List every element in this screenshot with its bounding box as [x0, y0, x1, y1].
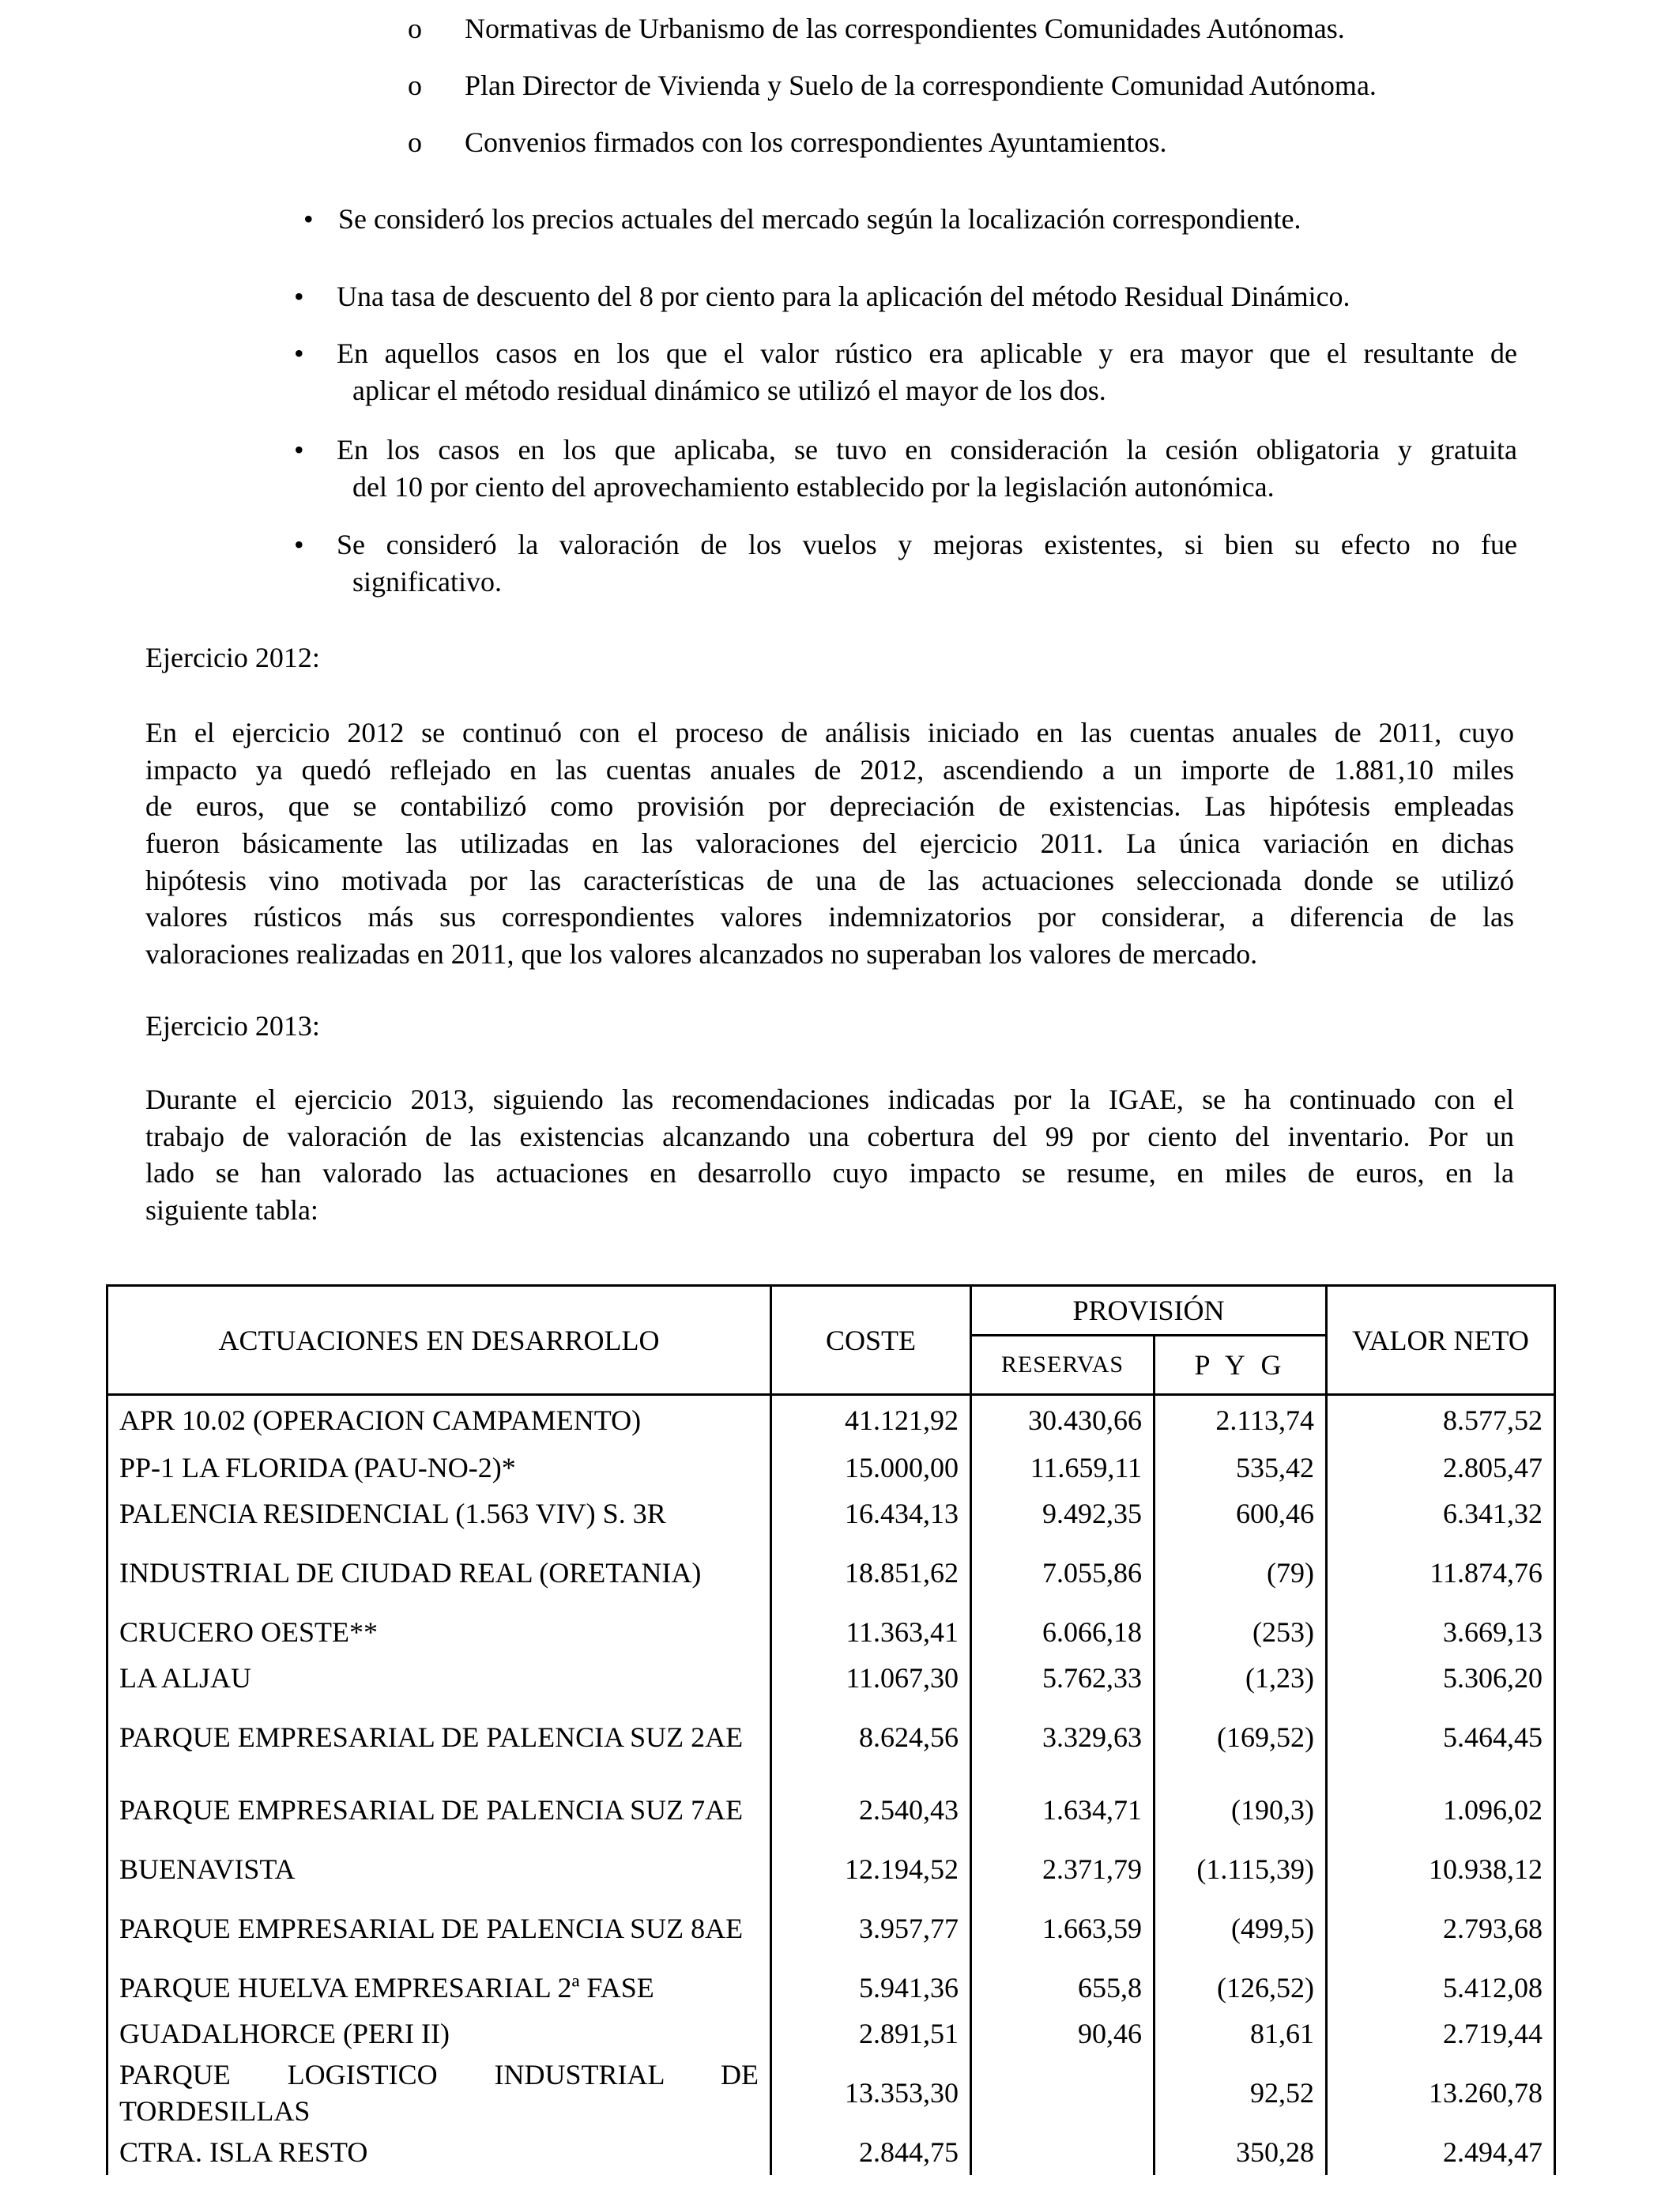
table-row [107, 1774, 1555, 1846]
paragraph-line: valores rústicos más sus correspondientes valores indemnizatorios por considerar, a diferencia de las [145, 901, 1514, 933]
bullet-text-line-1: Se consideró la valoración de los vuelos y mejoras existentes, si bien su efecto no fue [337, 529, 1517, 560]
row-pyg: (499,5) [1155, 1892, 1327, 1965]
paragraph-line: lado se han valorado las actuaciones en desarrollo cuyo impacto se resume, en miles de euros, en la [145, 1157, 1514, 1189]
row-reservas: 30.430,66 [971, 1395, 1155, 1446]
row-valor-neto: 2.793,68 [1327, 1892, 1555, 1965]
row-pyg: (190,3) [1155, 1774, 1327, 1846]
row-valor-neto: 2.805,47 [1327, 1445, 1555, 1491]
bullet-text-line-2: significativo. [352, 566, 502, 598]
row-name: PARQUE EMPRESARIAL DE PALENCIA SUZ 2AE [107, 1701, 771, 1774]
row-pyg: 92,52 [1155, 2056, 1327, 2129]
row-valor-neto: 11.874,76 [1327, 1536, 1555, 1609]
row-valor-neto: 5.412,08 [1327, 1965, 1555, 2011]
paragraph-line: de euros, que se contabilizó como provisión por depreciación de existencias. Las hipótesis empleadas [145, 790, 1514, 823]
circle-bullet-icon: o [408, 70, 422, 101]
bullet-text-line-1: En aquellos casos en los que el valor rústico era aplicable y era mayor que el resultante de [337, 337, 1517, 369]
section-heading-2013: Ejercicio 2013: [145, 1010, 320, 1042]
row-valor-neto: 5.464,45 [1327, 1701, 1555, 1774]
bullet-dot-icon: • [294, 434, 304, 466]
row-reservas: 11.659,11 [971, 1445, 1155, 1491]
row-valor-neto: 10.938,12 [1327, 1846, 1555, 1892]
row-coste: 16.434,13 [771, 1491, 971, 1536]
row-valor-neto: 5.306,20 [1327, 1655, 1555, 1701]
row-reservas: 7.055,86 [971, 1536, 1155, 1609]
sub-bullet-text: Plan Director de Vivienda y Suelo de la correspondiente Comunidad Autónoma. [465, 70, 1377, 101]
row-valor-neto: 3.669,13 [1327, 1609, 1555, 1655]
row-coste: 15.000,00 [771, 1445, 971, 1491]
row-valor-neto: 2.494,47 [1327, 2129, 1555, 2175]
row-coste: 12.194,52 [771, 1846, 971, 1892]
row-name: INDUSTRIAL DE CIUDAD REAL (ORETANIA) [107, 1536, 771, 1609]
row-reservas: 3.329,63 [971, 1701, 1155, 1774]
circle-bullet-icon: o [408, 126, 422, 158]
row-reservas: 5.762,33 [971, 1655, 1155, 1701]
row-reservas: 655,8 [971, 1965, 1155, 2011]
table-row [107, 2011, 1555, 2056]
bullet-dot-icon: • [294, 337, 304, 369]
row-pyg: 2.113,74 [1155, 1395, 1327, 1446]
row-valor-neto: 1.096,02 [1327, 1774, 1555, 1846]
bullet-dot-icon: • [294, 529, 304, 560]
row-valor-neto: 6.341,32 [1327, 1491, 1555, 1536]
row-name: APR 10.02 (OPERACION CAMPAMENTO) [107, 1395, 771, 1446]
row-coste: 3.957,77 [771, 1892, 971, 1965]
row-reservas: 1.634,71 [971, 1774, 1155, 1846]
bullet-text-line-1: En los casos en los que aplicaba, se tuvo en consideración la cesión obligatoria y gratuita [337, 434, 1517, 466]
paragraph-line: Durante el ejercicio 2013, siguiendo las recomendaciones indicadas por la IGAE, se ha continuado con el [145, 1084, 1514, 1115]
bullet-text: Una tasa de descuento del 8 por ciento para la aplicación del método Residual Dinámico. [337, 281, 1350, 312]
header-reservas: RESERVAS [971, 1336, 1155, 1395]
bullet-text: Se consideró los precios actuales del mercado según la localización correspondiente. [338, 203, 1301, 235]
table-row [107, 1965, 1555, 2011]
row-reservas: 6.066,18 [971, 1609, 1155, 1655]
row-pyg: (169,52) [1155, 1701, 1327, 1774]
row-coste: 2.844,75 [771, 2129, 971, 2175]
bullet-text-line-2: del 10 por ciento del aprovechamiento establecido por la legislación autonómica. [352, 471, 1275, 503]
header-actuaciones: ACTUACIONES EN DESARROLLO [107, 1286, 771, 1395]
row-coste: 11.067,30 [771, 1655, 971, 1701]
table-row [107, 1701, 1555, 1774]
paragraph-2012 [145, 714, 1514, 973]
row-pyg: 600,46 [1155, 1491, 1327, 1536]
table-row [107, 2056, 1555, 2129]
bullet-dot-icon: • [294, 281, 304, 312]
row-valor-neto: 13.260,78 [1327, 2056, 1555, 2129]
table-row [107, 1655, 1555, 1701]
row-pyg: (1.115,39) [1155, 1846, 1327, 1892]
row-name: PARQUE EMPRESARIAL DE PALENCIA SUZ 8AE [107, 1892, 771, 1965]
row-reservas: 2.371,79 [971, 1846, 1155, 1892]
row-reservas: 9.492,35 [971, 1491, 1155, 1536]
header-coste: COSTE [771, 1286, 971, 1395]
sub-bullet-text: Normativas de Urbanismo de las correspondientes Comunidades Autónomas. [465, 13, 1345, 44]
table-row [107, 1892, 1555, 1965]
row-coste: 11.363,41 [771, 1609, 971, 1655]
row-name: CRUCERO OESTE** [107, 1609, 771, 1655]
paragraph-line: valoraciones realizadas en 2011, que los valores alcanzados no superaban los valores de mercado. [145, 938, 1258, 971]
row-reservas: 90,46 [971, 2011, 1155, 2056]
row-coste: 8.624,56 [771, 1701, 971, 1774]
paragraph-line: siguiente tabla: [145, 1194, 318, 1227]
actuaciones-table [106, 1284, 1556, 2175]
row-name: PP-1 LA FLORIDA (PAU-NO-2)* [107, 1445, 771, 1491]
row-reservas [971, 2129, 1155, 2175]
paragraph-line: trabajo de valoración de las existencias alcanzando una cobertura del 99 por ciento del inventario. Por un [145, 1120, 1514, 1152]
row-name: CTRA. ISLA RESTO [107, 2129, 771, 2175]
table-row [107, 1491, 1555, 1536]
row-reservas [971, 2056, 1155, 2129]
header-provision: PROVISIÓN [971, 1286, 1327, 1336]
table-row [107, 1445, 1555, 1491]
row-name: LA ALJAU [107, 1655, 771, 1701]
row-coste: 18.851,62 [771, 1536, 971, 1609]
row-pyg: 535,42 [1155, 1445, 1327, 1491]
table-row [107, 1846, 1555, 1892]
row-name: PARQUE LOGISTICO INDUSTRIAL DE TORDESILLAS [107, 2056, 771, 2129]
paragraph-line: fueron básicamente las utilizadas en las valoraciones del ejercicio 2011. La única variación en dichas [145, 827, 1514, 860]
table-row [107, 1609, 1555, 1655]
paragraph-2013 [145, 1081, 1514, 1229]
row-name: PARQUE EMPRESARIAL DE PALENCIA SUZ 7AE [107, 1774, 771, 1846]
row-valor-neto: 2.719,44 [1327, 2011, 1555, 2056]
row-coste: 13.353,30 [771, 2056, 971, 2129]
bullet-text-line-2: aplicar el método residual dinámico se utilizó el mayor de los dos. [352, 375, 1106, 406]
table-row [107, 1536, 1555, 1609]
bullet-dot-icon: • [303, 203, 314, 235]
table-row [107, 2129, 1555, 2175]
row-name: BUENAVISTA [107, 1846, 771, 1892]
row-pyg: (1,23) [1155, 1655, 1327, 1701]
header-pyg: P Y G [1155, 1336, 1327, 1395]
row-name: PALENCIA RESIDENCIAL (1.563 VIV) S. 3R [107, 1491, 771, 1536]
row-pyg: (126,52) [1155, 1965, 1327, 2011]
paragraph-line: En el ejercicio 2012 se continuó con el proceso de análisis iniciado en las cuentas anuales de 2011, cuyo [145, 717, 1514, 748]
row-reservas: 1.663,59 [971, 1892, 1155, 1965]
row-name: PARQUE HUELVA EMPRESARIAL 2ª FASE [107, 1965, 771, 2011]
row-pyg: 350,28 [1155, 2129, 1327, 2175]
paragraph-line: hipótesis vino motivada por las características de una de las actuaciones seleccionada donde se utilizó [145, 864, 1514, 896]
table-row [107, 1395, 1555, 1446]
row-valor-neto: 8.577,52 [1327, 1395, 1555, 1446]
header-valor-neto: VALOR NETO [1327, 1286, 1555, 1395]
sub-bullet-text: Convenios firmados con los correspondientes Ayuntamientos. [465, 126, 1167, 158]
row-pyg: (79) [1155, 1536, 1327, 1609]
row-pyg: (253) [1155, 1609, 1327, 1655]
row-coste: 41.121,92 [771, 1395, 971, 1446]
row-coste: 5.941,36 [771, 1965, 971, 2011]
row-pyg: 81,61 [1155, 2011, 1327, 2056]
row-coste: 2.540,43 [771, 1774, 971, 1846]
row-coste: 2.891,51 [771, 2011, 971, 2056]
section-heading-2012: Ejercicio 2012: [145, 642, 320, 673]
paragraph-line: impacto ya quedó reflejado en las cuentas anuales de 2012, ascendiendo a un importe de 1.881,10 miles [145, 753, 1514, 786]
row-name: GUADALHORCE (PERI II) [107, 2011, 771, 2056]
circle-bullet-icon: o [408, 13, 422, 44]
